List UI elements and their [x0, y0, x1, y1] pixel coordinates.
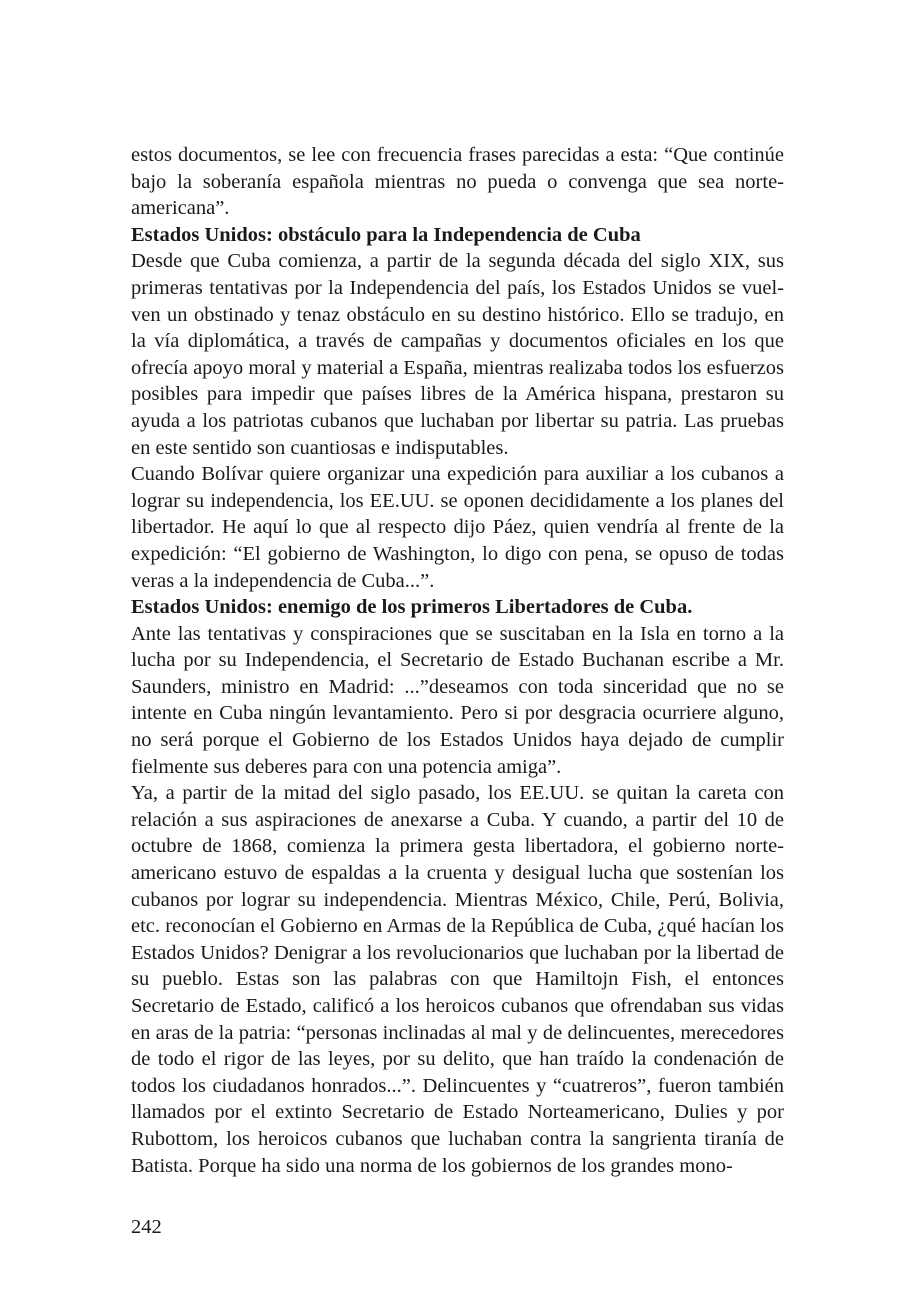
body-text	[131, 142, 784, 1179]
page-number: 242	[131, 1216, 162, 1238]
paragraph-bolivar: Cuando Bolívar quiere organizar una expedición para auxiliar a los cubanos a lograr su independencia, los EE.UU. se oponen decididamente a los planes del libertador. He aquí lo que al respecto dijo Páez, quien vendría al frente de la expedición: “El gobierno de Washington, lo digo con pena, se opuso de todas veras a la independencia de Cuba...”.	[131, 463, 784, 592]
paragraph-mid-century: Ya, a partir de la mitad del siglo pasado, los EE.UU. se quitan la careta con relación a sus aspiraciones de anexarse a Cuba. Y cuando, a partir del 10 de octubre de 1868, comienza la primera gesta libertadora, el gobierno norteamericano estuvo de espaldas a la cruenta y desigual lucha que sostenían los cubanos por lograr su independencia. Mientras México, Chile, Perú, Bolivia, etc. reconocían el Gobierno en Armas de la República de Cuba, ¿qué hacían los Estados Unidos? Denigrar a los revolucionarios que luchaban por la libertad de su pueblo. Estas son las palabras con que Hamiltojn Fish, el entonces Secretario de Estado, calificó a los heroicos cubanos que ofrendaban sus vidas en aras de la patria: “personas inclinadas al mal y de delincuentes, merecedores de todo el rigor de las leyes, por su delito, que han traído la condenación de todos los ciudadanos honrados...”. Delincuentes y “cuatreros”, fueron también llamados por el extinto Secretario de Estado Norteamericano, Dulies y por Rubottom, los heroicos cubanos que luchaban contra la sangrienta tiranía de Batista. Porque ha sido una norma de los gobiernos de los grandes mono-	[131, 782, 784, 1177]
paragraph-continuation: estos documentos, se lee con frecuencia frases parecidas a esta: “Que continúe bajo la soberanía española mientras no pueda o convenga que sea norteamericana”.	[131, 144, 784, 220]
paragraph-since-cuba: Desde que Cuba comienza, a partir de la segunda década del siglo XIX, sus primeras tentativas por la Independencia del país, los Estados Unidos se vuelven un obstinado y tenaz obstáculo en su destino histórico. Ello se tradujo, en la vía diplomática, a través de campañas y documentos oficiales en los que ofrecía apoyo moral y material a España, mientras realizaba todos los esfuerzos posibles para impedir que países libres de la América hispana, prestaron su ayuda a los patriotas cubanos que luchaban por libertar su patria. Las pruebas en este sentido son cuantiosas e indisputables.	[131, 250, 784, 459]
paragraph-buchanan: Ante las tentativas y conspiraciones que se suscitaban en la Isla en torno a la lucha por su Independencia, el Secretario de Estado Buchanan escribe a Mr. Saunders, ministro en Madrid: ...”deseamos con toda sinceridad que no se intente en Cuba ningún levantamiento. Pero si por desgracia ocurriere alguno, no será porque el Gobierno de los Estados Unidos haya dejado de cumplir fielmente sus deberes para con una potencia amiga”.	[131, 622, 784, 778]
section-heading-obstacle: Estados Unidos: obstáculo para la Independencia de Cuba	[131, 223, 641, 246]
section-heading-enemy: Estados Unidos: enemigo de los primeros Libertadores de Cuba.	[131, 596, 693, 619]
